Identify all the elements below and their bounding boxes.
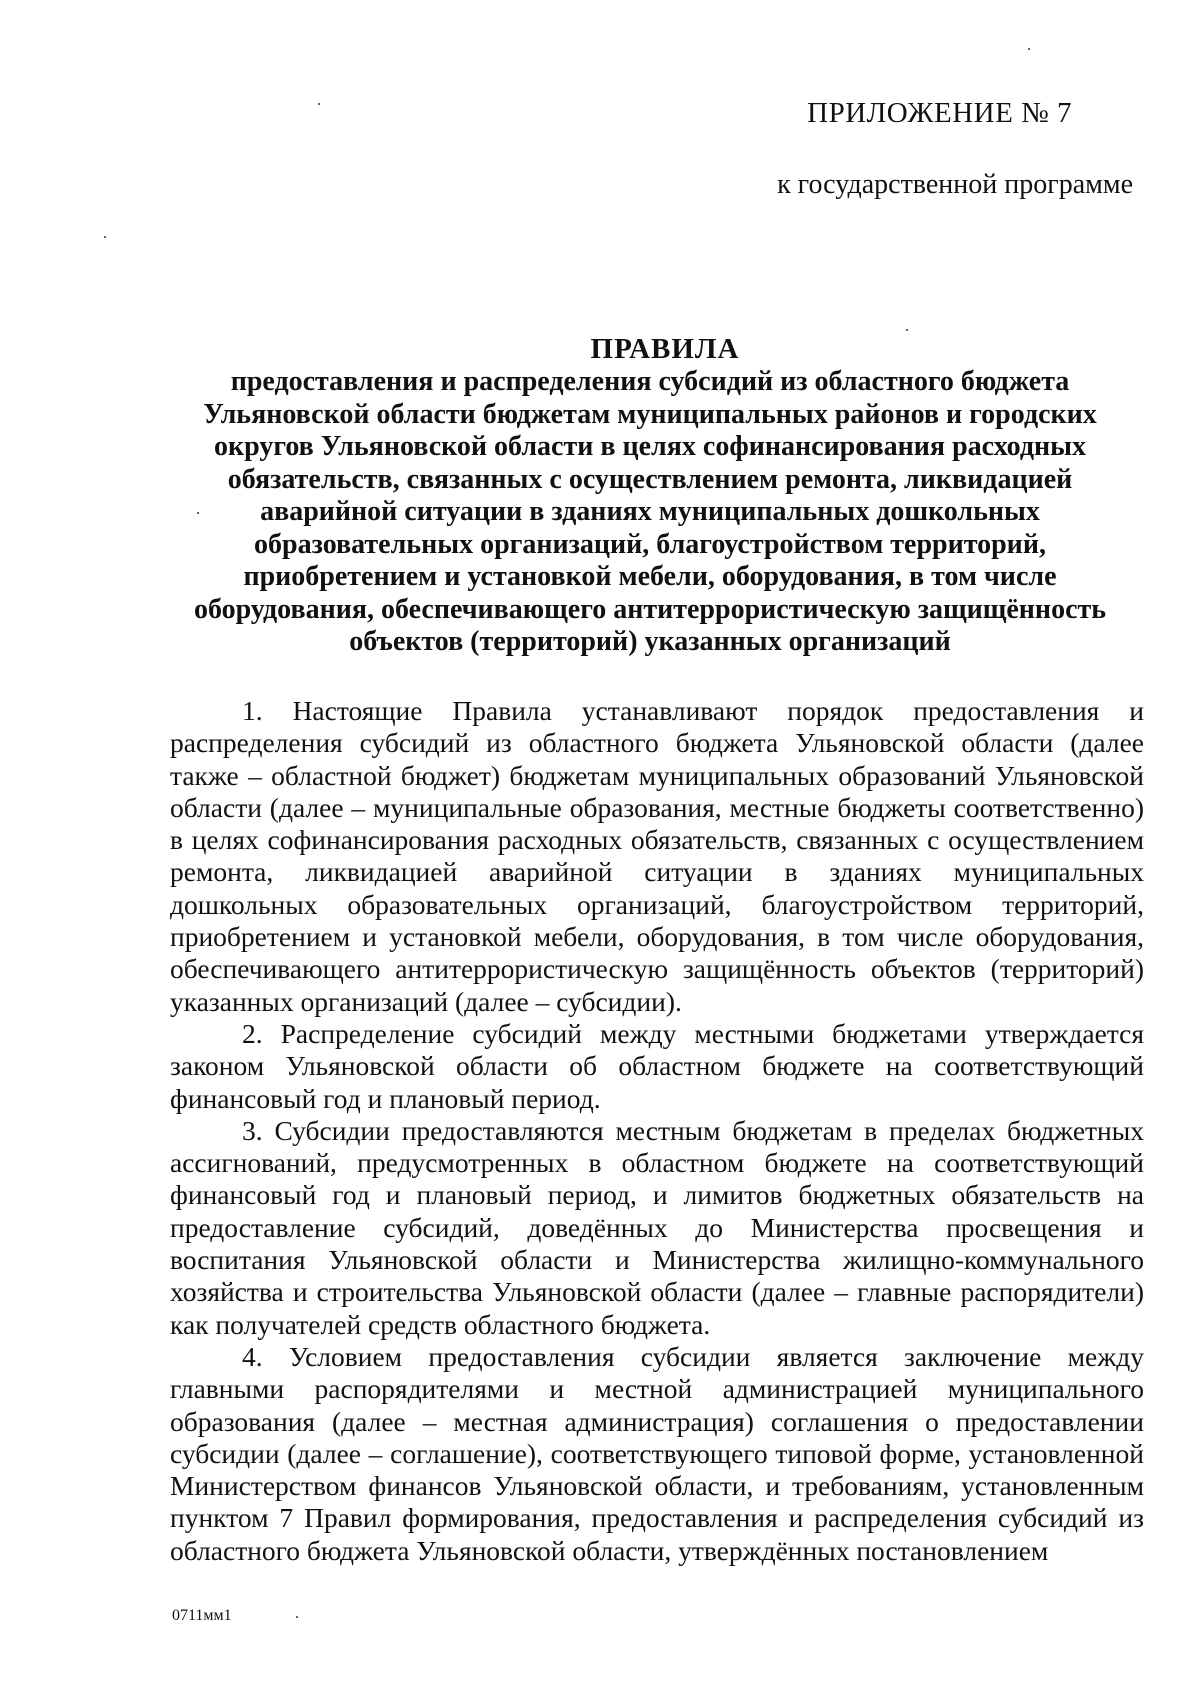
scan-speck [197,512,199,514]
document-body [170,695,1144,1567]
paragraph-3: 3. Субсидии предоставляются местным бюджетам в пределах бюджетных ассигнований, предусмотренных в областном бюджете на соответствующий финансовый год и плановый период, и лимитов бюджетных обязательств на предоставление субсидий, доведённых до Министерства просвещения и воспитания Ульяновской области и Министерства жилищно-коммунального хозяйства и строительства Ульяновской области (далее – главные распорядители) как получателей средств областного бюджета. [170,1114,1144,1340]
scan-speck [1028,48,1030,50]
scan-speck [296,1616,298,1618]
scan-speck [104,236,106,238]
scan-speck [318,103,320,105]
scan-speck [906,329,908,331]
paragraph-4: 4. Условием предоставления субсидии является заключение между главными распорядителями и местной администрацией муниципального образования (далее – местная администрация) соглашения о предоставлении субсидии (далее – соглашение), соответствующего типовой форме, установленной Министерством финансов Ульяновской области, и требованиям, установленным пунктом 7 Правил формирования, предоставления и распределения субсидий из областного бюджета Ульяновской области, утверждённых постановлением [170,1340,1144,1566]
paragraph-1: 1. Настоящие Правила устанавливают порядок предоставления и распределения субсидий из областного бюджета Ульяновской области (далее также – областной бюджет) бюджетам муниципальных образований Ульяновской области (далее – муниципальные образования, местные бюджеты соответственно) в целях софинансирования расходных обязательств, связанных с осуществлением ремонта, ликвидацией аварийной ситуации в зданиях муниципальных дошкольных образовательных организаций, благоустройством территорий, приобретением и установкой мебели, оборудования, в том числе оборудования, обеспечивающего антитеррористическую защищённость объектов (территорий) указанных организаций (далее – субсидии). [170,695,1144,1017]
annex-title: ПРИЛОЖЕНИЕ № 7 [807,97,1072,129]
rules-subtitle: предоставления и распределения субсидий из областного бюджета Ульяновской области бюджетам муниципальных районов и городских округов Ульяновской области в целях софинансирования расходных обязательств, связанных с осуществлением ремонта, ликвидацией аварийной ситуации в зданиях муниципальных дошкольных образовательных организаций, благоустройством территорий, приобретением и установкой мебели, оборудования, в том числе оборудования, обеспечивающего антитеррористическую защищённость объектов (территорий) указанных организаций [193,366,1107,657]
paragraph-2: 2. Распределение субсидий между местными бюджетами утверждается законом Ульяновской области об областном бюджете на соответствующий финансовый год и плановый период. [170,1017,1144,1114]
rules-heading: ПРАВИЛА [590,333,740,365]
footer-code: 0711мм1 [172,1607,232,1624]
annex-subtitle: к государственной программе [777,169,1133,200]
